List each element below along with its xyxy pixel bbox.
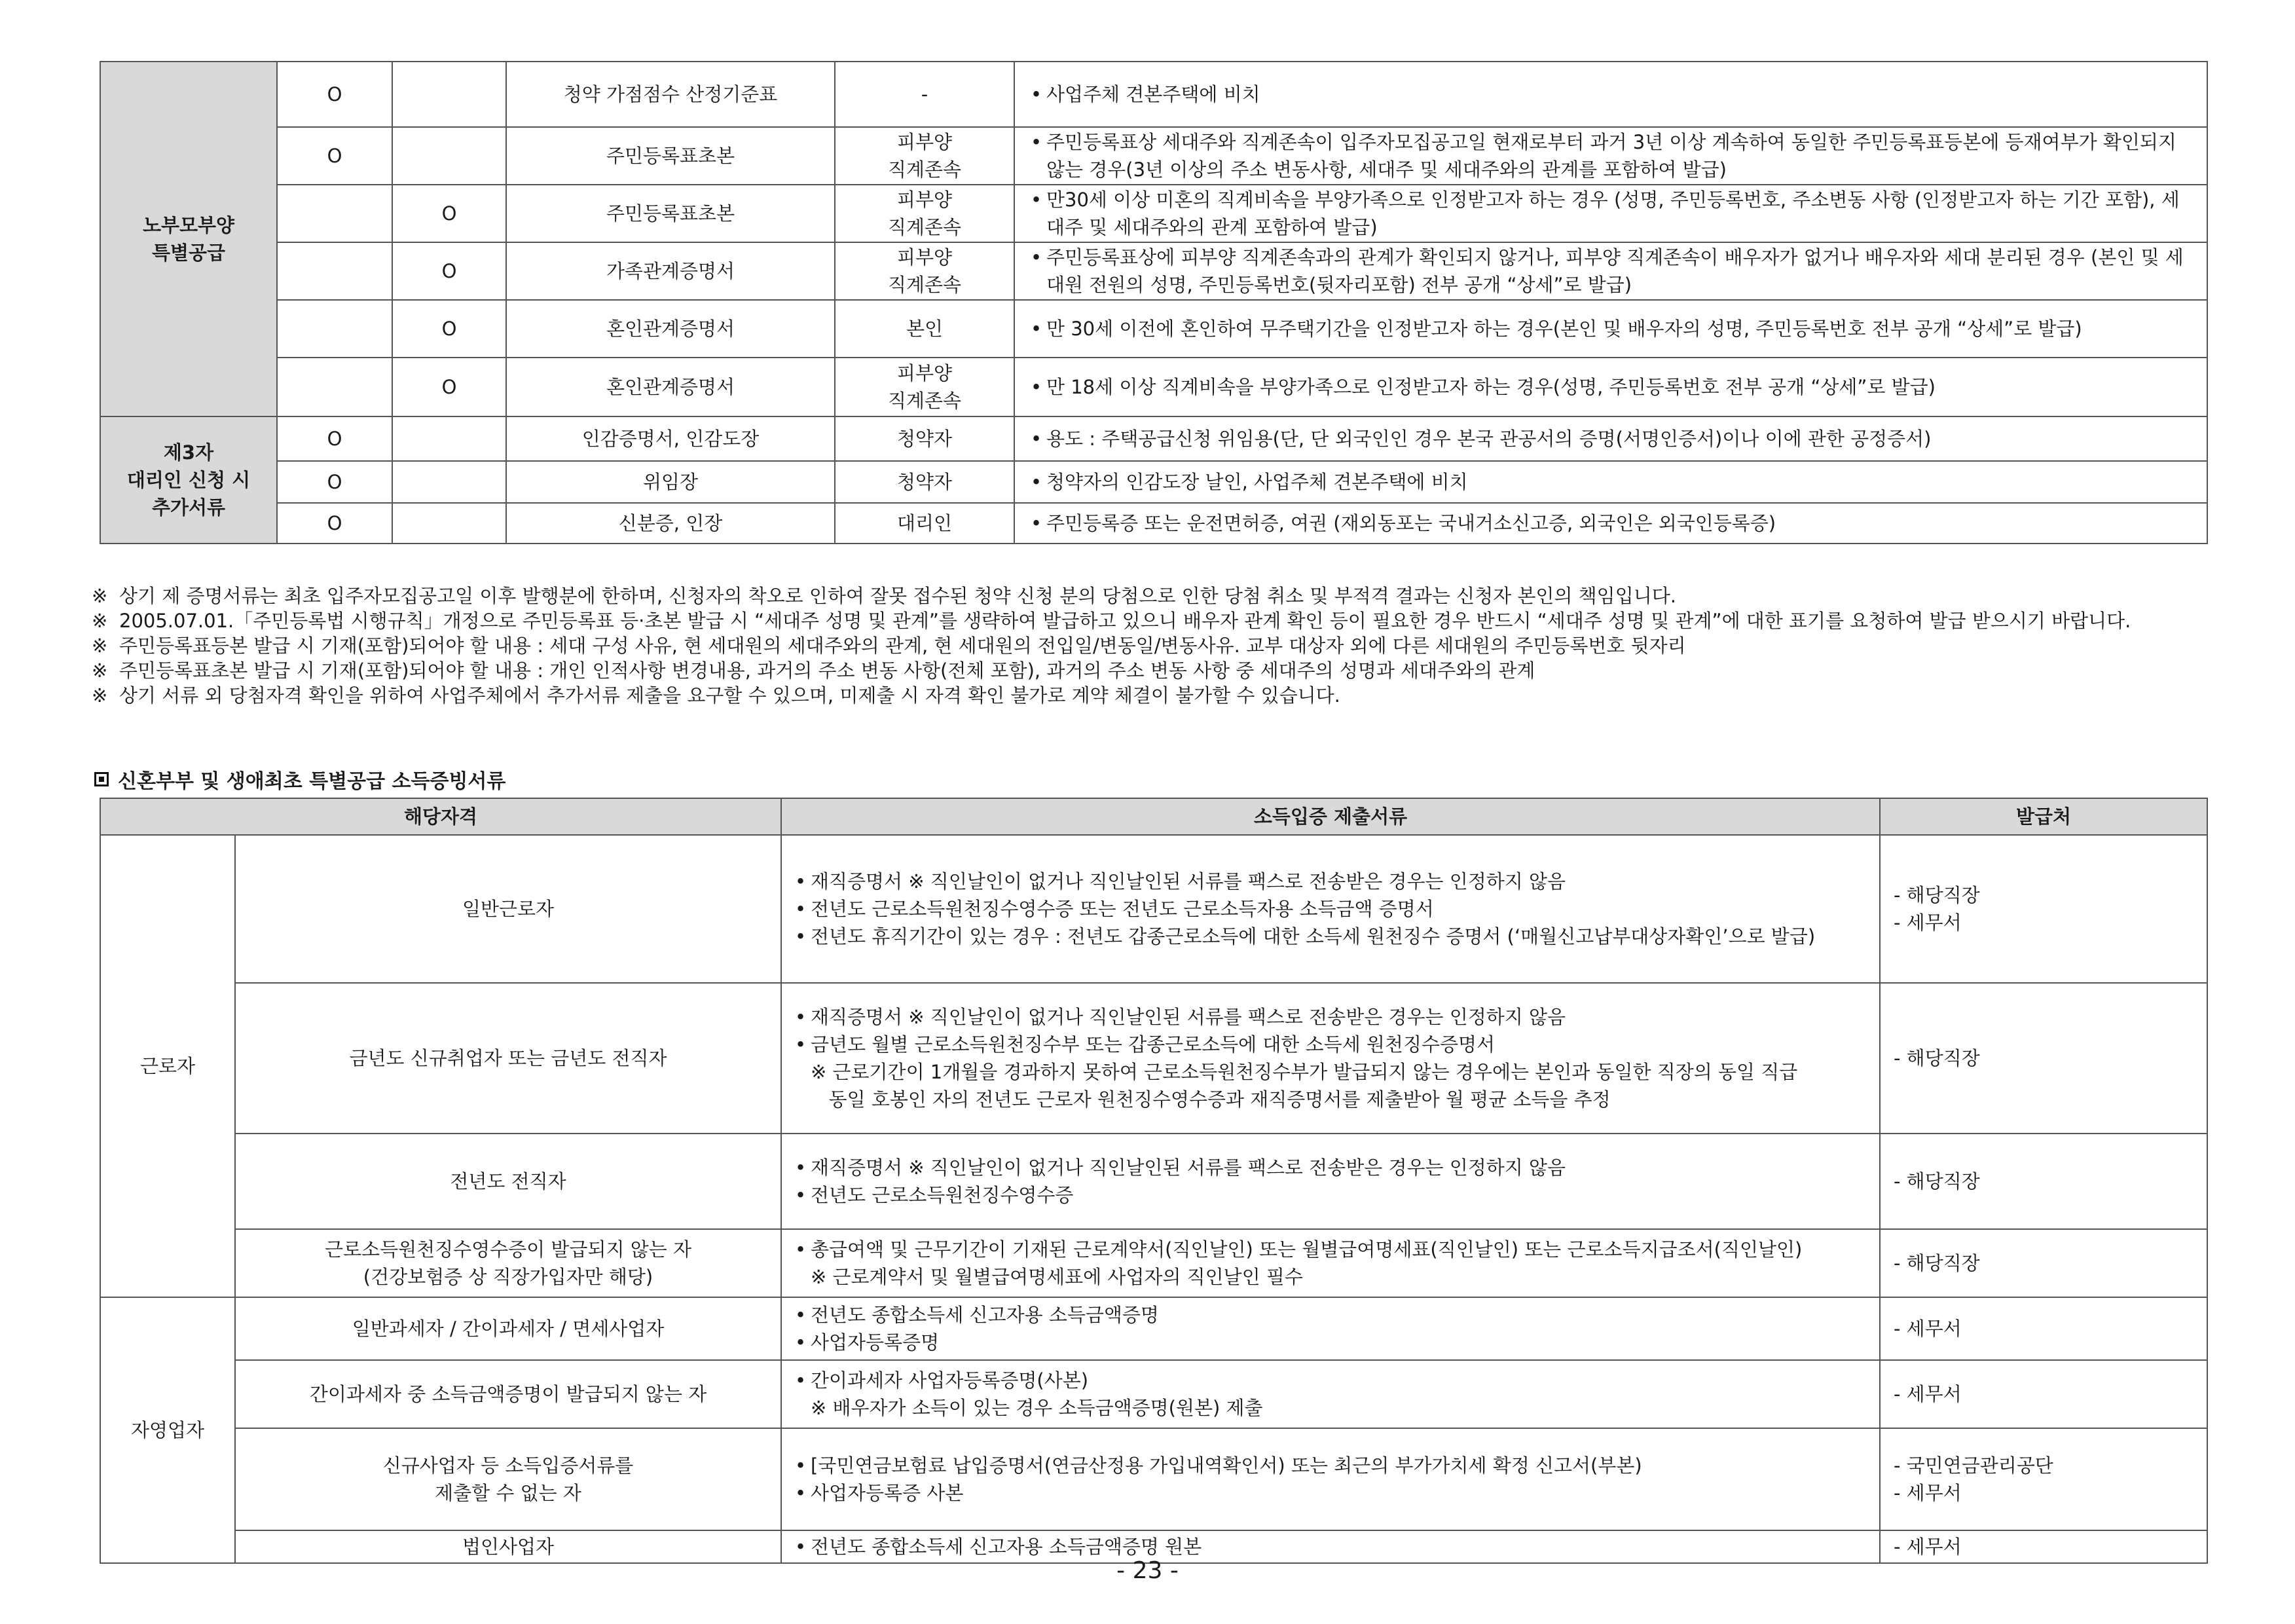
- note-item: [92, 683, 2213, 708]
- document-text: ※ 배우자가 소득이 있는 경우 소득금액증명(원본) 제출: [811, 1397, 1263, 1419]
- document-text: 전년도 근로소득원천징수영수증: [811, 1184, 1074, 1206]
- issuer-cell: [1880, 1297, 2207, 1360]
- page-number: - 23 -: [1116, 1557, 1179, 1584]
- check-column-2: [392, 62, 506, 127]
- qualification-cell: [235, 983, 781, 1134]
- header-qualification: 해당자격: [100, 798, 781, 835]
- group-label-line: 추가서류: [151, 496, 226, 519]
- table-row: [100, 983, 2207, 1134]
- note-mark-icon: ※: [92, 684, 108, 707]
- document-target: [835, 461, 1014, 503]
- bullet-line: [1031, 373, 2197, 401]
- table-row: [100, 503, 2207, 544]
- qualification-line: 근로소득원천징수영수증이 발급되지 않는 자: [325, 1238, 691, 1261]
- check-column-1: O: [277, 127, 392, 185]
- document-target: [835, 416, 1014, 461]
- note-item: [92, 583, 2213, 608]
- bullet-icon: •: [1031, 318, 1042, 340]
- bullet-icon: •: [1031, 131, 1042, 153]
- qualification-cell: [235, 1360, 781, 1428]
- document-text: 전년도 종합소득세 신고자용 소득금액증명 원본: [811, 1536, 1202, 1558]
- document-text: 전년도 종합소득세 신고자용 소득금액증명: [811, 1304, 1159, 1326]
- bullet-icon: •: [795, 1238, 807, 1261]
- target-line: 피부양: [896, 131, 953, 153]
- document-target: [835, 503, 1014, 544]
- target-line: -: [921, 83, 928, 105]
- check-column-2: O: [392, 300, 506, 358]
- section-heading: [94, 765, 505, 794]
- check-column-1: O: [277, 503, 392, 544]
- indent-spacer: [795, 1058, 811, 1086]
- document-name: 신분증, 인장: [506, 503, 835, 544]
- header-documents: 소득입증 제출서류: [781, 798, 1880, 835]
- bullet-icon: •: [1031, 189, 1042, 211]
- document-text: 총급여액 및 근무기간이 기재된 근로계약서(직인날인) 또는 월별급여명세표(직인날인) 또는 근로소득지급조서(직인날인): [811, 1238, 1803, 1261]
- qualification-line: (건강보험증 상 직장가입자만 해당): [363, 1266, 653, 1288]
- document-bullet-line: [795, 1367, 1870, 1394]
- bullet-line: [1031, 128, 2197, 183]
- qualification-line: 일반근로자: [462, 898, 555, 920]
- document-text: 전년도 근로소득원천징수영수증 또는 전년도 근로소득자용 소득금액 증명서: [811, 898, 1434, 920]
- table-header-row: [100, 798, 2207, 835]
- bullet-icon: •: [795, 1482, 807, 1504]
- document-text: 금년도 월별 근로소득원천징수부 또는 갑종근로소득에 대한 소득세 원천징수증명서: [811, 1033, 1496, 1056]
- document-description: [1014, 416, 2207, 461]
- income-proof-table: [100, 798, 2208, 1564]
- bullet-line: [1031, 81, 2197, 108]
- check-column-1: [277, 358, 392, 416]
- group-label-cell: [100, 416, 277, 544]
- check-column-1: O: [277, 416, 392, 461]
- bullet-icon: •: [795, 1369, 807, 1392]
- target-line: 대리인: [896, 512, 953, 534]
- required-documents-table: [100, 61, 2208, 544]
- document-bullet-line: [795, 1003, 1870, 1031]
- document-target: [835, 185, 1014, 242]
- issuer-line: - 해당직장: [1894, 884, 1980, 906]
- check-column-1: [277, 185, 392, 242]
- group-label-line: 노부모부양: [142, 214, 235, 236]
- issuer-line: - 세무서: [1894, 1383, 1962, 1405]
- check-column-2: O: [392, 358, 506, 416]
- document-bullet-line: [795, 1533, 1870, 1560]
- bullet-icon: •: [795, 925, 807, 948]
- note-text: 주민등록표초본 발급 시 기재(포함)되어야 할 내용 : 개인 인적사항 변경내용, 과거의 주소 변동 사항(전체 포함), 과거의 주소 변동 사항 중 세대주의 성명과 세대주와의 관계: [119, 659, 1535, 682]
- table-row: [100, 1297, 2207, 1360]
- description-text: 사업주체 견본주택에 비치: [1046, 83, 1260, 105]
- document-name: 위임장: [506, 461, 835, 503]
- target-line: 직계존속: [887, 216, 962, 238]
- document-description: [1014, 503, 2207, 544]
- check-column-1: O: [277, 62, 392, 127]
- document-bullet-line: [795, 1452, 1870, 1479]
- document-target: [835, 62, 1014, 127]
- document-bullet-line: [795, 1301, 1870, 1329]
- check-column-2: [392, 503, 506, 544]
- target-line: 피부양: [896, 246, 953, 268]
- documents-cell: [781, 1360, 1880, 1428]
- check-column-2: O: [392, 185, 506, 242]
- target-line: 직계존속: [887, 390, 962, 412]
- bullet-line: [1031, 509, 2197, 537]
- bullet-icon: •: [795, 1184, 807, 1206]
- note-text: 상기 서류 외 당첨자격 확인을 위하여 사업주체에서 추가서류 제출을 요구할 수 있으며, 미제출 시 자격 확인 불가로 계약 체결이 불가할 수 있습니다.: [119, 684, 1340, 707]
- note-mark-icon: ※: [92, 585, 108, 607]
- category-cell: 자영업자: [100, 1297, 235, 1563]
- note-text: 2005.07.01.「주민등록법 시행규칙」개정으로 주민등록표 등·초본 발급 시 “세대주 성명 및 관계”를 생략하여 발급하고 있으니 배우자 관계 확인 등이 필요한 경우 반드시 “세대주 성명 및 관계”에 대한 표기를 요청하여 발급 받으시기 바랍니다.: [119, 610, 2131, 632]
- category-cell: 근로자: [100, 835, 235, 1297]
- issuer-line: - 세무서: [1894, 912, 1962, 934]
- qualification-line: 신규사업자 등 소득입증서류를: [382, 1454, 634, 1477]
- document-bullet-line: [795, 1154, 1870, 1181]
- table-row: [100, 62, 2207, 127]
- note-item: [92, 658, 2213, 683]
- document-description: [1014, 185, 2207, 242]
- check-column-1: [277, 242, 392, 300]
- documents-cell: [781, 1297, 1880, 1360]
- note-text: 주민등록표등본 발급 시 기재(포함)되어야 할 내용 : 세대 구성 사유, 현 세대원의 세대주와의 관계, 현 세대원의 전입일/변동일/변동사유. 교부 대상자 외에 다른 세대원의 주민등록번호 뒷자리: [119, 635, 1686, 657]
- document-name: 청약 가점점수 산정기준표: [506, 62, 835, 127]
- bullet-icon: •: [1031, 428, 1042, 450]
- note-mark-icon: ※: [92, 610, 108, 632]
- table-row: [100, 835, 2207, 983]
- document-bullet-line: [795, 895, 1870, 923]
- bullet-icon: •: [795, 1454, 807, 1477]
- issuer-cell: [1880, 1428, 2207, 1530]
- bullet-icon: •: [1031, 376, 1042, 398]
- target-line: 청약자: [896, 471, 953, 493]
- issuer-line: - 세무서: [1894, 1318, 1962, 1340]
- document-name: 혼인관계증명서: [506, 358, 835, 416]
- documents-cell: [781, 983, 1880, 1134]
- square-bullet-icon: [94, 772, 109, 786]
- target-line: 직계존속: [887, 158, 962, 181]
- bullet-icon: •: [1031, 471, 1042, 493]
- table-row: [100, 1428, 2207, 1530]
- document-text: 재직증명서 ※ 직인날인이 없거나 직인날인된 서류를 팩스로 전송받은 경우는 인정하지 않음: [811, 1006, 1566, 1028]
- bullet-line: [1031, 468, 2197, 496]
- bullet-line: [1031, 315, 2197, 342]
- section-title: 신혼부부 및 생애최초 특별공급 소득증빙서류: [118, 770, 506, 793]
- document-description: [1014, 461, 2207, 503]
- bullet-icon: •: [795, 1033, 807, 1056]
- target-line: 직계존속: [887, 274, 962, 296]
- document-text: 전년도 휴직기간이 있는 경우 : 전년도 갑종근로소득에 대한 소득세 원천징수 증명서 (‘매월신고납부대상자확인’으로 발급): [811, 925, 1816, 948]
- bullet-icon: •: [795, 1156, 807, 1179]
- document-text: 사업자등록증명: [811, 1331, 940, 1354]
- table-row: [100, 1134, 2207, 1229]
- qualification-cell: [235, 1428, 781, 1530]
- target-line: 청약자: [896, 428, 953, 450]
- document-name: 주민등록표초본: [506, 127, 835, 185]
- document-description: [1014, 300, 2207, 358]
- issuer-line: - 세무서: [1894, 1536, 1962, 1558]
- check-column-1: O: [277, 461, 392, 503]
- table-row: [100, 461, 2207, 503]
- qualification-cell: [235, 1229, 781, 1297]
- document-target: [835, 127, 1014, 185]
- target-line: 본인: [906, 318, 944, 340]
- notes-list: [92, 583, 2213, 708]
- bullet-icon: •: [795, 870, 807, 893]
- document-text: ※ 근로계약서 및 월별급여명세표에 사업자의 직인날인 필수: [811, 1266, 1303, 1288]
- document-note-line: [795, 1058, 1870, 1086]
- qualification-line: 제출할 수 없는 자: [435, 1482, 581, 1504]
- note-mark-icon: ※: [92, 635, 108, 657]
- note-text: 상기 제 증명서류는 최초 입주자모집공고일 이후 발행분에 한하며, 신청자의 착오로 인하여 잘못 접수된 청약 신청 분의 당첨으로 인한 당첨 취소 및 부적격 결과는 신청자 본인의 책임입니다.: [119, 585, 1676, 607]
- table-row: [100, 1229, 2207, 1297]
- issuer-cell: [1880, 1134, 2207, 1229]
- document-bullet-line: [795, 1031, 1870, 1058]
- document-bullet-line: [795, 1479, 1870, 1507]
- issuer-cell: [1880, 1229, 2207, 1297]
- table-row: [100, 127, 2207, 185]
- document-note-line: [795, 1086, 1870, 1113]
- qualification-line: 간이과세자 중 소득금액증명이 발급되지 않는 자: [309, 1383, 707, 1405]
- group-label-line: 제3자: [163, 441, 214, 464]
- bullet-line: [1031, 186, 2197, 241]
- check-column-1: [277, 300, 392, 358]
- document-bullet-line: [795, 1236, 1870, 1263]
- document-bullet-line: [795, 1181, 1870, 1209]
- document-text: 사업자등록증 사본: [811, 1482, 964, 1504]
- check-column-2: [392, 416, 506, 461]
- table-row: [100, 300, 2207, 358]
- document-target: [835, 242, 1014, 300]
- indent-spacer: [795, 1086, 811, 1113]
- description-text: 주민등록표상에 피부양 직계존속과의 관계가 확인되지 않거나, 피부양 직계존속이 배우자가 없거나 배우자와 세대 분리된 경우 (본인 및 세대원 전원의 성명, 주민등록번호(뒷자리포함) 전부 공개 “상세”로 발급): [1046, 246, 2184, 296]
- bullet-icon: •: [795, 1006, 807, 1028]
- bullet-icon: •: [1031, 83, 1042, 105]
- document-bullet-line: [795, 923, 1870, 950]
- issuer-cell: [1880, 835, 2207, 983]
- issuer-cell: [1880, 983, 2207, 1134]
- issuer-line: - 해당직장: [1894, 1252, 1980, 1274]
- check-column-2: [392, 461, 506, 503]
- target-line: 피부양: [896, 362, 953, 384]
- check-column-2: O: [392, 242, 506, 300]
- note-item: [92, 633, 2213, 658]
- description-text: 만30세 이상 미혼의 직계비속을 부양가족으로 인정받고자 하는 경우 (성명, 주민등록번호, 주소변동 사항 (인정받고자 하는 기간 포함), 세대주 및 세대주와의 관계 포함하여 발급): [1046, 189, 2180, 238]
- document-text: 재직증명서 ※ 직인날인이 없거나 직인날인된 서류를 팩스로 전송받은 경우는 인정하지 않음: [811, 870, 1566, 893]
- document-description: [1014, 127, 2207, 185]
- description-text: 주민등록표상 세대주와 직계존속이 입주자모집공고일 현재로부터 과거 3년 이상 계속하여 동일한 주민등록표등본에 등재여부가 확인되지 않는 경우(3년 이상의 주소 변동사항, 세대주 및 세대주와의 관계를 포함하여 발급): [1046, 131, 2176, 181]
- document-text: [국민연금보험료 납입증명서(연금산정용 가입내역확인서) 또는 최근의 부가가치세 확정 신고서(부본): [811, 1454, 1642, 1477]
- document-note-line: [795, 1394, 1870, 1422]
- bullet-icon: •: [795, 898, 807, 920]
- qualification-cell: [235, 1134, 781, 1229]
- description-text: 용도 : 주택공급신청 위임용(단, 단 외국인인 경우 본국 관공서의 증명(서명인증서)이나 이에 관한 공정증서): [1046, 428, 1932, 450]
- indent-spacer: [795, 1263, 811, 1291]
- issuer-line: - 세무서: [1894, 1482, 1962, 1504]
- bullet-icon: •: [795, 1304, 807, 1326]
- qualification-line: 법인사업자: [462, 1536, 555, 1558]
- group-label-line: 대리인 신청 시: [126, 469, 251, 491]
- indent-spacer: [795, 1394, 811, 1422]
- document-text: 동일 호봉인 자의 전년도 근로자 원천징수영수증과 재직증명서를 제출받아 월 평균 소득을 추정: [811, 1088, 1611, 1111]
- document-text: 재직증명서 ※ 직인날인이 없거나 직인날인된 서류를 팩스로 전송받은 경우는 인정하지 않음: [811, 1156, 1566, 1179]
- documents-cell: [781, 1428, 1880, 1530]
- issuer-line: - 해당직장: [1894, 1170, 1980, 1192]
- document-text: ※ 근로기간이 1개월을 경과하지 못하여 근로소득원천징수부가 발급되지 않는 경우에는 본인과 동일한 직장의 동일 직급: [811, 1061, 1798, 1083]
- bullet-icon: •: [1031, 512, 1042, 534]
- table-row: [100, 185, 2207, 242]
- group-label-line: 특별공급: [151, 242, 226, 264]
- note-item: [92, 608, 2213, 633]
- description-text: 만 30세 이전에 혼인하여 무주택기간을 인정받고자 하는 경우(본인 및 배우자의 성명, 주민등록번호 전부 공개 “상세”로 발급): [1046, 318, 2082, 340]
- qualification-line: 전년도 전직자: [450, 1170, 566, 1192]
- target-line: 피부양: [896, 189, 953, 211]
- description-text: 주민등록증 또는 운전면허증, 여권 (재외동포는 국내거소신고증, 외국인은 외국인등록증): [1046, 512, 1776, 534]
- document-name: 주민등록표초본: [506, 185, 835, 242]
- document-bullet-line: [795, 1329, 1870, 1356]
- check-column-2: [392, 127, 506, 185]
- bullet-line: [1031, 425, 2197, 452]
- qualification-line: 금년도 신규취업자 또는 금년도 전직자: [349, 1047, 667, 1069]
- document-description: [1014, 358, 2207, 416]
- document-description: [1014, 242, 2207, 300]
- bullet-icon: •: [795, 1331, 807, 1354]
- issuer-cell: [1880, 1360, 2207, 1428]
- bullet-line: [1031, 244, 2197, 299]
- document-name: 혼인관계증명서: [506, 300, 835, 358]
- bullet-icon: •: [1031, 246, 1042, 268]
- header-issuer: 발급처: [1880, 798, 2207, 835]
- table-row: [100, 416, 2207, 461]
- documents-cell: [781, 1134, 1880, 1229]
- group-label-cell: [100, 62, 277, 416]
- description-text: 청약자의 인감도장 날인, 사업주체 견본주택에 비치: [1046, 471, 1468, 493]
- qualification-cell: [235, 835, 781, 983]
- document-name: 가족관계증명서: [506, 242, 835, 300]
- table-row: [100, 1360, 2207, 1428]
- qualification-line: 일반과세자 / 간이과세자 / 면세사업자: [352, 1318, 665, 1340]
- document-description: [1014, 62, 2207, 127]
- table-row: [100, 242, 2207, 300]
- qualification-cell: [235, 1297, 781, 1360]
- issuer-line: - 국민연금관리공단: [1894, 1454, 2053, 1477]
- note-mark-icon: ※: [92, 659, 108, 682]
- document-text: 간이과세자 사업자등록증명(사본): [811, 1369, 1089, 1392]
- document-bullet-line: [795, 868, 1870, 895]
- description-text: 만 18세 이상 직계비속을 부양가족으로 인정받고자 하는 경우(성명, 주민등록번호 전부 공개 “상세”로 발급): [1046, 376, 1936, 398]
- document-target: [835, 300, 1014, 358]
- document-note-line: [795, 1263, 1870, 1291]
- document-name: 인감증명서, 인감도장: [506, 416, 835, 461]
- bullet-icon: •: [795, 1536, 807, 1558]
- documents-cell: [781, 1229, 1880, 1297]
- table-row: [100, 358, 2207, 416]
- issuer-line: - 해당직장: [1894, 1047, 1980, 1069]
- documents-cell: [781, 835, 1880, 983]
- document-target: [835, 358, 1014, 416]
